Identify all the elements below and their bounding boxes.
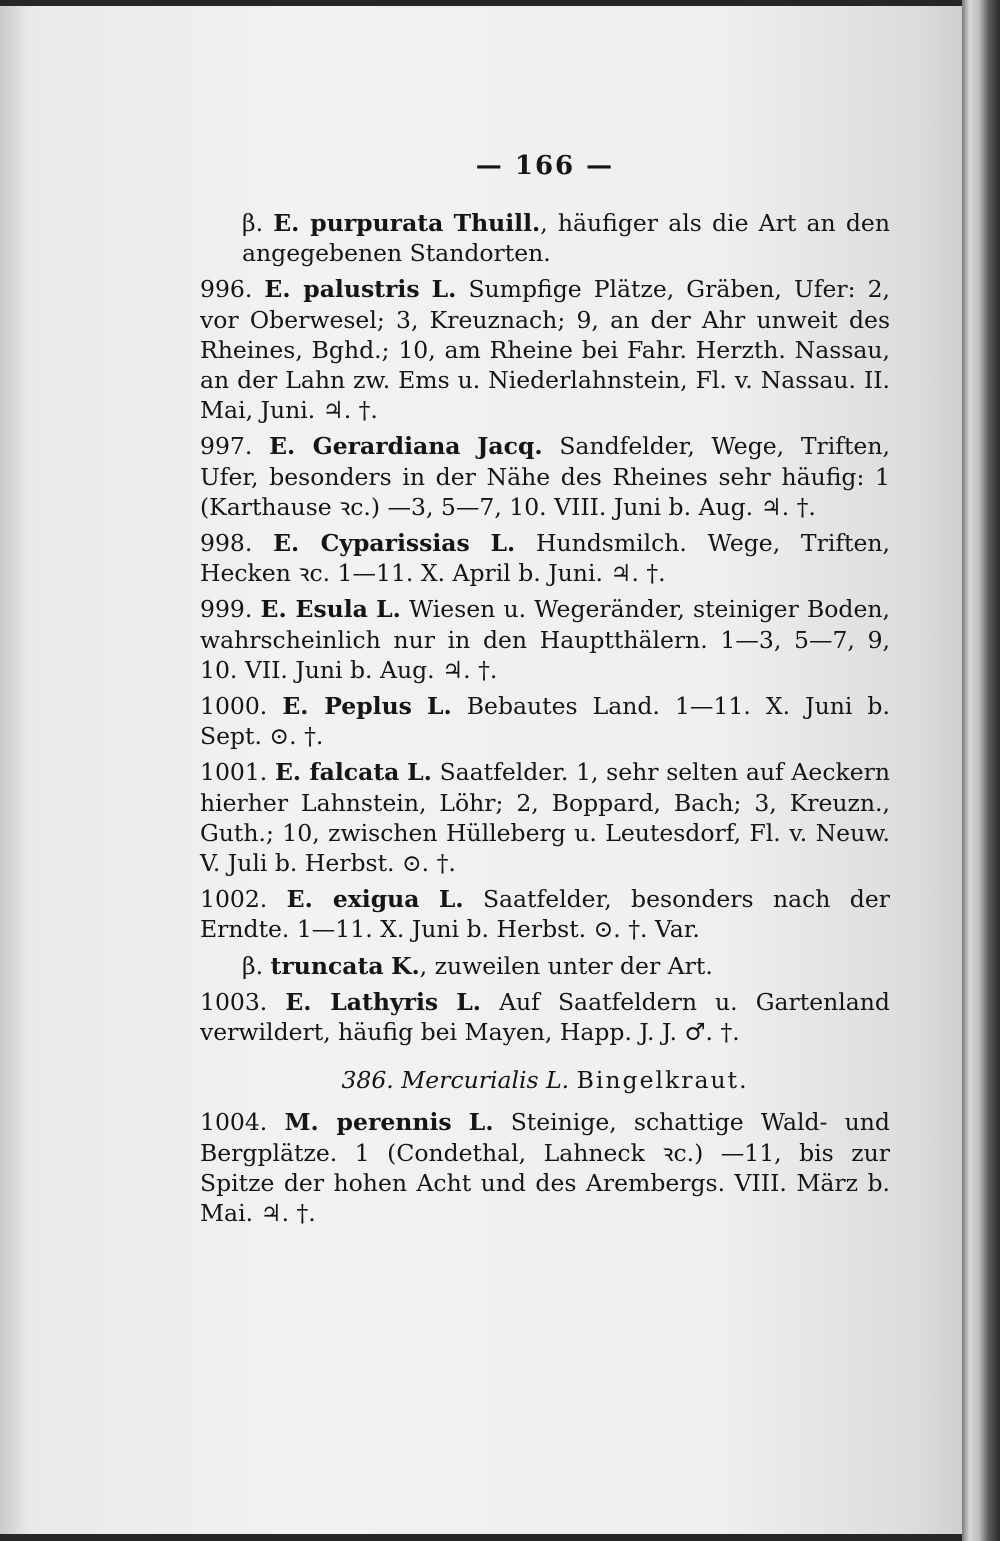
entry-998 — [200, 528, 890, 588]
entry-text: Hundsmilch. Wege, Triften, Hecken ꝛc. 1—11. X. April b. Juni. ♃. †. — [200, 529, 890, 588]
entry-text: Saatfelder. 1, sehr selten auf Aeckern hierher Lahnstein, Löhr; 2, Boppard, Bach; 3, Kreuzn., Guth.; 10, zwischen Hülleberg u. Leutesdorf, Fl. v. Neuw. V. Juli b. Herbst. ⊙. †. — [200, 758, 890, 878]
entry-number: 999. — [200, 595, 253, 624]
entry-number: β. — [242, 951, 264, 980]
entry-1001 — [200, 757, 890, 878]
page-content — [200, 146, 890, 1234]
genus-german-name: Bingelkraut. — [576, 1066, 749, 1095]
entry-996 — [200, 274, 890, 425]
species-author: Thuill. — [453, 209, 541, 237]
entry-text: Steinige, schattige Wald- und Bergplätze. 1 (Condethal, Lahneck ꝛc.) —11, bis zur Spitze der hohen Acht und des Arembergs. VIII. März b. Mai. ♃. †. — [200, 1108, 890, 1228]
genus-number: 386. — [341, 1066, 394, 1095]
species-name: E. Peplus — [282, 692, 412, 721]
entry-text: Sandfelder, Wege, Triften, Ufer, besonders in der Nähe des Rheines sehr häufig: 1 (Karthause ꝛc.) —3, 5—7, 10. VIII. Juni b. Aug. ♃. †. — [200, 432, 890, 521]
species-author: K. — [391, 951, 420, 980]
species-name: E. purpurata — [273, 209, 444, 237]
page-edge-shadow — [962, 0, 1000, 1541]
species-author: L. — [468, 1108, 494, 1137]
entry-number: 997. — [200, 432, 253, 461]
species-author: L. — [431, 275, 457, 304]
species-author: L. — [490, 529, 516, 558]
book-page — [0, 6, 962, 1534]
species-name: E. Gerardiana — [269, 432, 461, 461]
entry-number: β. — [242, 209, 264, 237]
entry-text: Bebautes Land. 1—11. X. Juni b. Sept. ⊙. †. — [200, 692, 890, 751]
species-name: E. palustris — [264, 275, 420, 304]
entry-number: 1003. — [200, 987, 268, 1016]
entry-number: 1004. — [200, 1108, 268, 1137]
entry-text: Saatfelder, besonders nach der Erndte. 1—11. X. Juni b. Herbst. ⊙. †. Var. — [200, 885, 890, 944]
species-name: E. Lathyris — [285, 987, 439, 1016]
species-author: L. — [376, 595, 401, 624]
entry-number: 996. — [200, 275, 253, 304]
entry-text: , häufiger als die Art an den angegebenen Standorten. — [242, 209, 890, 268]
species-name: E. Cyparissias — [273, 529, 470, 558]
entry-text: , zuweilen unter der Art. — [419, 951, 713, 980]
entry-variety-purpurata — [200, 208, 890, 268]
entry-number: 1000. — [200, 692, 268, 721]
species-name: M. perennis — [284, 1108, 452, 1137]
entry-text: Sumpfige Plätze, Gräben, Ufer: 2, vor Oberwesel; 3, Kreuznach; 9, an der Ahr unweit des Rheines, Bghd.; 10, am Rheine bei Fahr. Herzth. Nassau, an der Lahn zw. Ems u. Niederlahnstein, Fl. v. Nassau. II. Mai, Juni. ♃. †. — [200, 275, 890, 425]
species-author: L. — [426, 692, 452, 721]
page-number: — 166 — — [475, 151, 615, 181]
entry-number: 1002. — [200, 885, 268, 914]
species-name: E. falcata — [275, 758, 400, 787]
species-author: L. — [438, 885, 464, 914]
entry-1002 — [200, 884, 890, 944]
entry-1003 — [200, 987, 890, 1047]
species-name: E. Esula — [260, 595, 368, 624]
entry-variety-truncata — [200, 951, 890, 981]
species-author: Jacq. — [477, 432, 543, 461]
species-name: truncata — [270, 951, 384, 980]
species-author: L. — [456, 987, 481, 1016]
entry-999 — [200, 594, 890, 685]
genus-name: Mercurialis L. — [401, 1066, 570, 1095]
entry-1000 — [200, 691, 890, 751]
species-author: L. — [407, 758, 432, 787]
species-name: E. exigua — [286, 885, 420, 914]
genus-heading — [200, 1065, 890, 1095]
entry-number: 998. — [200, 529, 253, 558]
entry-997 — [200, 431, 890, 522]
entry-number: 1001. — [200, 758, 268, 787]
entry-1004 — [200, 1107, 890, 1228]
entry-text: Auf Saatfeldern u. Gartenland verwildert, häufig bei Mayen, Happ. J. J. ♂. †. — [200, 987, 890, 1047]
entry-text: Wiesen u. Wegeränder, steiniger Boden, wahrscheinlich nur in den Hauptthälern. 1—3, 5—7, 9, 10. VII. Juni b. Aug. ♃. †. — [200, 595, 890, 684]
